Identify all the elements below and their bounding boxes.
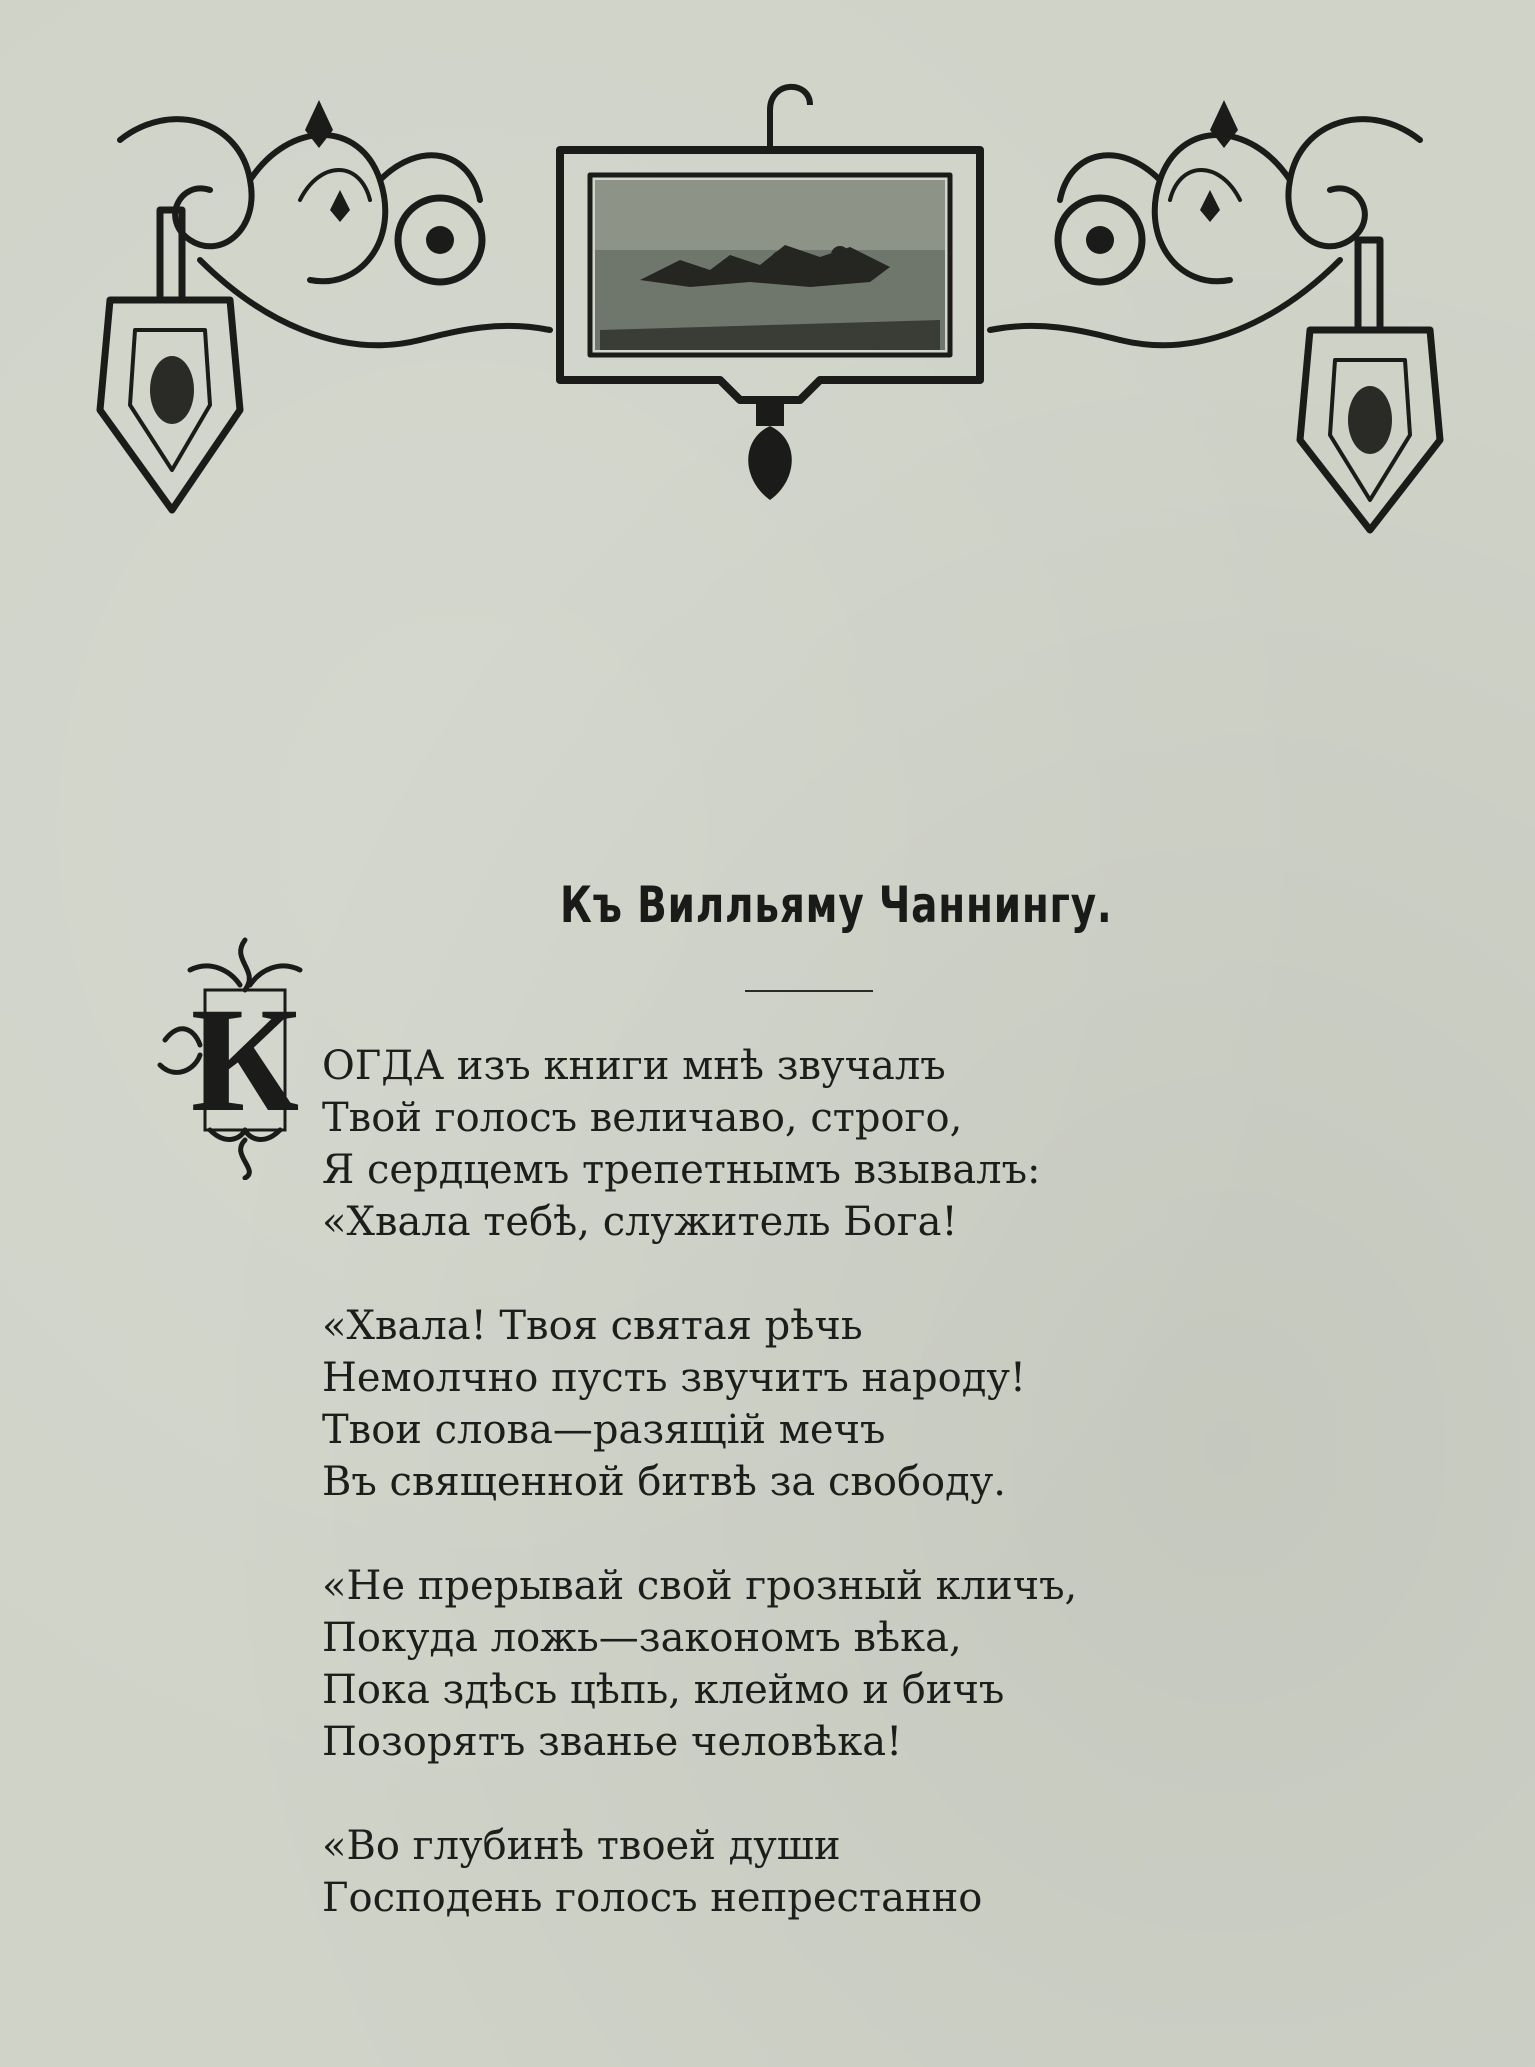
poem-body: [322, 1040, 1472, 1976]
poem-line: Покуда ложь—закономъ вѣка,: [322, 1615, 962, 1661]
title-divider: [745, 990, 873, 992]
stanza: [322, 1040, 1472, 1248]
poem-line: «Во глубинѣ твоей души: [322, 1823, 841, 1869]
ornamental-headpiece: [80, 60, 1460, 540]
poem-line: Твой голосъ величаво, строго,: [322, 1095, 963, 1141]
poem-line: Немолчно пусть звучитъ народу!: [322, 1355, 1026, 1401]
poem-line: Твои слова—разящій мечъ: [322, 1407, 886, 1453]
ornamental-drop-cap: [150, 930, 340, 1180]
poem-line: Пока здѣсь цѣпь, клеймо и бичъ: [322, 1667, 1005, 1713]
poem-line: Позорятъ званье человѣка!: [322, 1719, 903, 1765]
poem-title: Къ Вилльяму Чаннингу.: [560, 876, 1113, 934]
stanza: [322, 1820, 1472, 1924]
poem-line: «Не прерывай свой грозный кличъ,: [322, 1563, 1078, 1609]
poem-line: ОГДА изъ книги мнѣ звучалъ: [322, 1043, 946, 1089]
poem-line: «Хвала тебѣ, служитель Бога!: [322, 1199, 958, 1245]
poem-line: «Хвала! Твоя святая рѣчь: [322, 1303, 863, 1349]
poem-line: Господень голосъ непрестанно: [322, 1875, 983, 1921]
poem-line: Въ священной битвѣ за свободу.: [322, 1459, 1007, 1505]
stanza: [322, 1300, 1472, 1508]
poem-line: Я сердцемъ трепетнымъ взывалъ:: [322, 1147, 1041, 1193]
stanza: [322, 1560, 1472, 1768]
drop-cap-letter: К: [190, 977, 300, 1143]
